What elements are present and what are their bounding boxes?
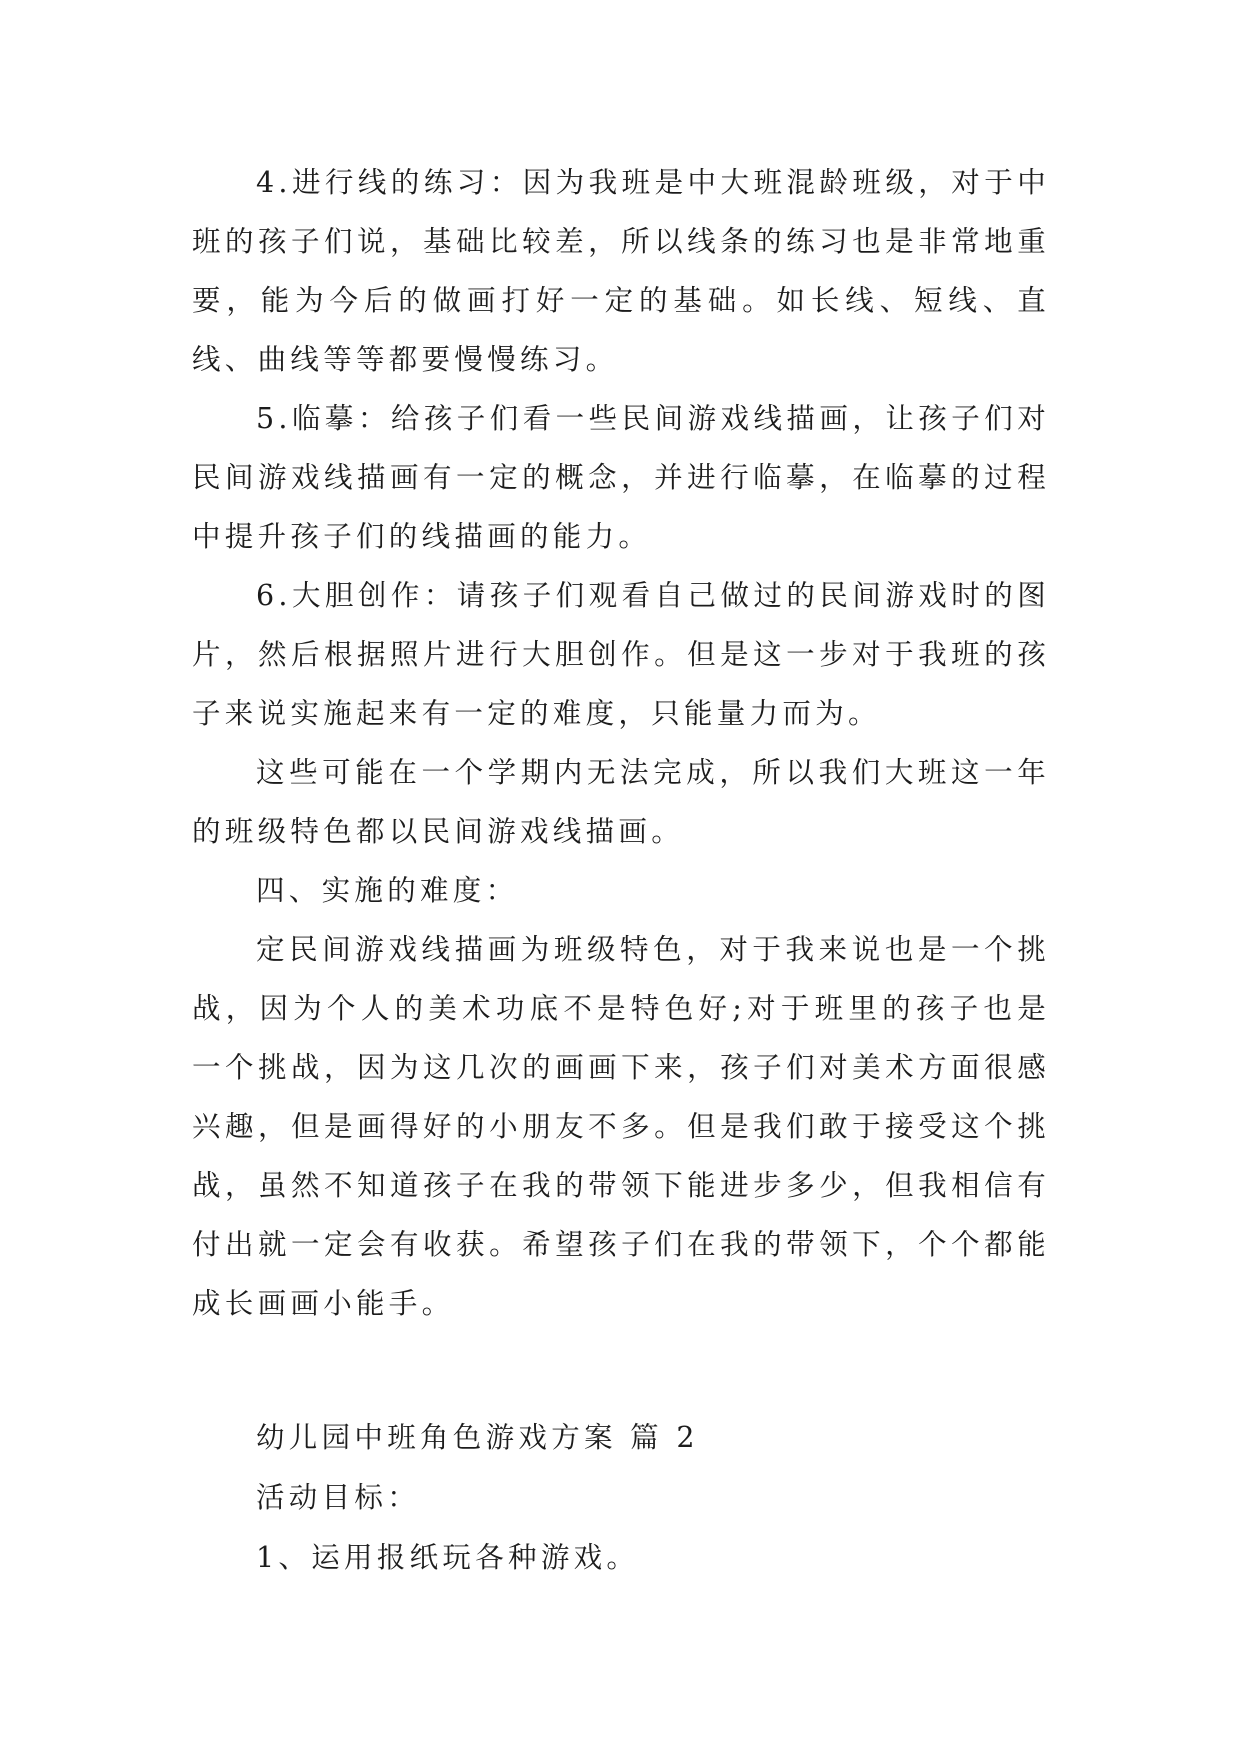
paragraph-difficulty-body: 定民间游戏线描画为班级特色，对于我来说也是一个挑战，因为个人的美术功底不是特色好;对于班里的孩子也是一个挑战，因为这几次的画画下来，孩子们对美术方面很感兴趣，但是画得好的小朋友不多。但是我们敢于接受这个挑战，虽然不知道孩子在我的带领下能进步多少，但我相信有付出就一定会有收获。希望孩子们在我的带领下，个个都能成长画画小能手。 — [192, 933, 1050, 1320]
section-spacer — [192, 1333, 1050, 1408]
document-body — [192, 153, 1050, 1588]
objectives-label: 活动目标： — [256, 1481, 421, 1514]
paragraph-difficulty-heading: 四、实施的难度： — [256, 874, 519, 907]
section-title: 幼儿园中班角色游戏方案 篇 2 — [256, 1421, 699, 1454]
paragraph-semester-note: 这些可能在一个学期内无法完成，所以我们大班这一年的班级特色都以民间游戏线描画。 — [192, 756, 1050, 848]
paragraph-line-practice: 4.进行线的练习：因为我班是中大班混龄班级，对于中班的孩子们说，基础比较差，所以线条的练习也是非常地重要，能为今后的做画打好一定的基础。如长线、短线、直线、曲线等等都要慢慢练习。 — [192, 166, 1050, 376]
paragraph-copying: 5.临摹：给孩子们看一些民间游戏线描画，让孩子们对民间游戏线描画有一定的概念，并进行临摹，在临摹的过程中提升孩子们的线描画的能力。 — [192, 402, 1050, 553]
objective-item-1: 1、运用报纸玩各种游戏。 — [256, 1541, 640, 1574]
paragraph-bold-creation: 6.大胆创作：请孩子们观看自己做过的民间游戏时的图片，然后根据照片进行大胆创作。但是这一步对于我班的孩子来说实施起来有一定的难度，只能量力而为。 — [192, 579, 1050, 730]
